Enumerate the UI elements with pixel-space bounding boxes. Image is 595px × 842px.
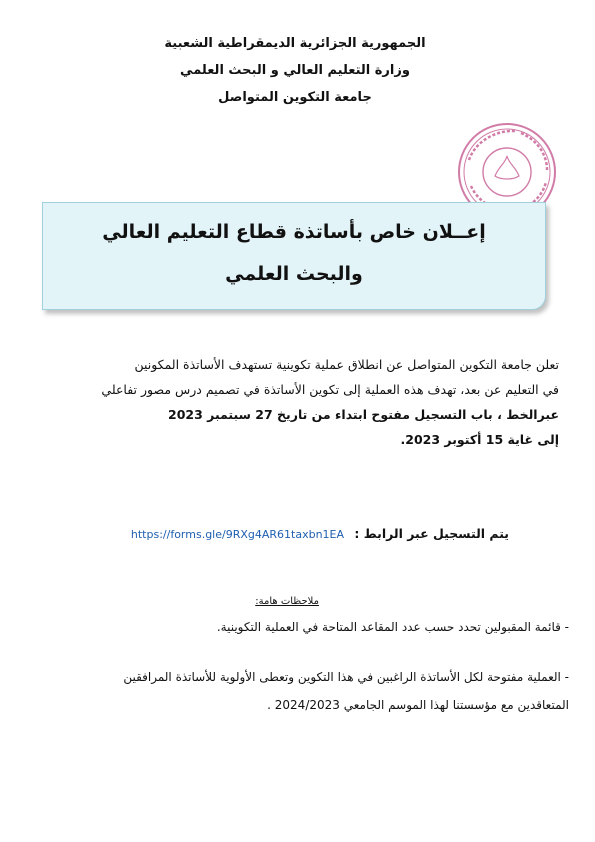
header-ministry: وزارة التعليم العالي و البحث العلمي <box>180 63 410 78</box>
registration-line <box>131 526 509 541</box>
body-line-2: في التعليم عن بعد، تهدف هذه العملية إلى تكوين الأساتذة في تصميم درس مصور تفاعلي <box>101 382 559 397</box>
announcement-title-line1: إعــلان خاص بأساتذة قطاع التعليم العالي <box>102 221 486 243</box>
announcement-body <box>29 352 559 452</box>
body-line-1: تعلن جامعة التكوين المتواصل عن انطلاق عملية تكوينية تستهدف الأساتذة المكونين <box>134 357 559 372</box>
header-university: جامعة التكوين المتواصل <box>218 90 372 105</box>
header-republic: الجمهورية الجزائرية الديمقراطية الشعبية <box>164 36 426 51</box>
registration-link[interactable]: https://forms.gle/9RXg4AR61taxbn1EA <box>130 528 345 541</box>
note-item-1: - قائمة المقبولين تحدد حسب عدد المقاعد المتاحة في العملية التكوينية. <box>216 620 569 634</box>
note-item-2-line-2: المتعاقدين مع مؤسستنا لهذا الموسم الجامعي 2024/2023 . <box>267 698 569 712</box>
registration-label: يتم التسجيل عبر الرابط : <box>354 526 509 541</box>
body-line-4: إلى غاية 15 أكتوبر 2023. <box>400 432 559 447</box>
note-item-2 <box>123 663 569 719</box>
announcement-title-box <box>42 202 546 310</box>
document-header <box>145 34 445 115</box>
note-item-2-line-1: - العملية مفتوحة لكل الأساتذة الراغبين في هذا التكوين وتعطى الأولوية للأساتذة المرافقين <box>123 670 569 684</box>
announcement-title-line2: والبحث العلمي <box>225 263 363 285</box>
notes-title: ملاحظات هامة: <box>255 596 319 607</box>
body-line-3: عبرالخط ، باب التسجيل مفتوح ابتداء من تاريخ 27 سبتمبر 2023 <box>168 407 559 422</box>
